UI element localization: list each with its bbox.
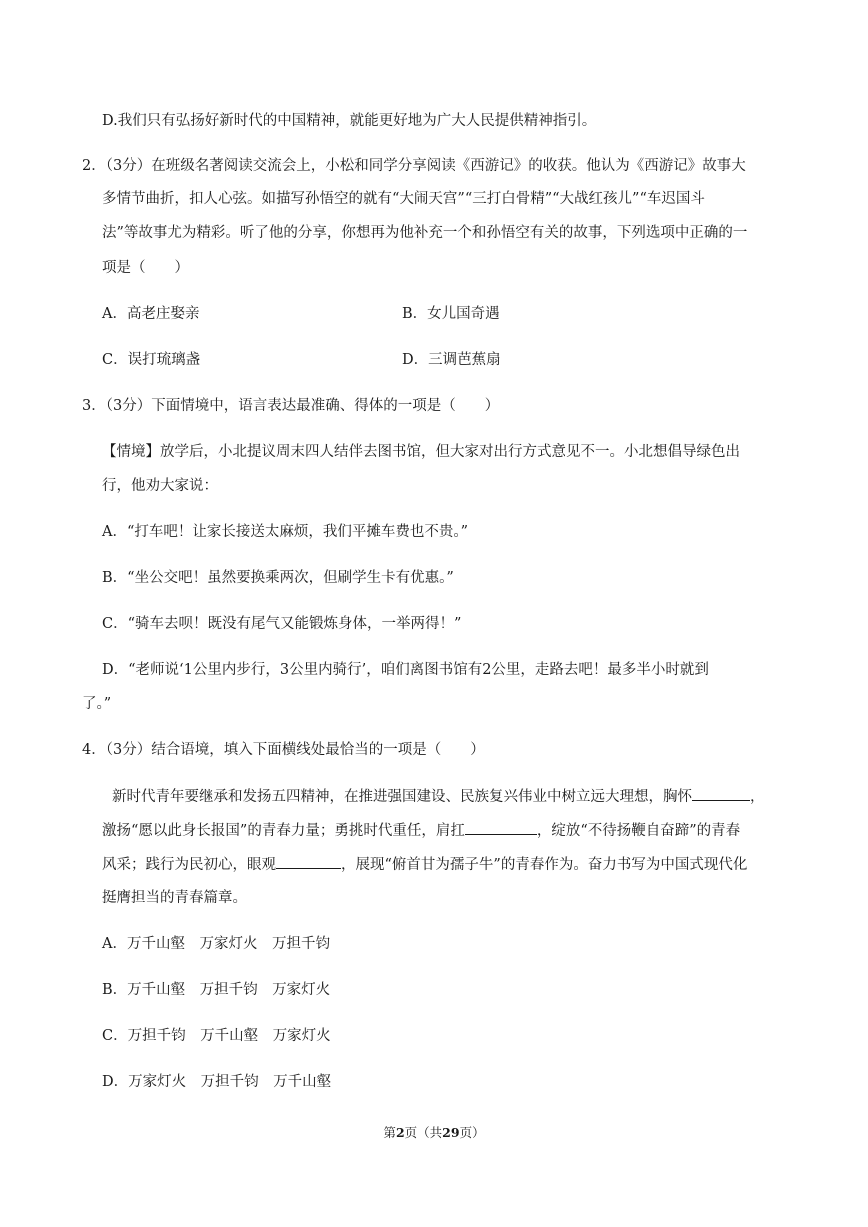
q2-stem-line2: 多情节曲折，扣人心弦。如描写孙悟空的就有“大闹天宫”“三打白骨精”“大战红孩儿”“车迟国斗 xyxy=(102,191,705,207)
fill-blank-2 xyxy=(465,820,537,835)
q2-stem-line3: 法”等故事尤为精彩。听了他的分享，你想再为他补充一个和孙悟空有关的故事，下列选项中正确的一 xyxy=(102,225,748,241)
footer-total-pages: 29 xyxy=(442,1125,460,1140)
q4-passage-line3-end: ，展现“俯首甘为孺子牛”的青春作为。奋力书写为中国式现代化 xyxy=(341,857,748,873)
footer-prefix: 第 xyxy=(383,1125,396,1140)
q3-option-a: A．“打车吧！让家长接送太麻烦，我们平摊车费也不贵。” xyxy=(102,524,469,540)
q3-option-d-line1: D．“老师说‘1公里内步行，3公里内骑行’，咱们离图书馆有2公里，走路去吧！最多半小时就到 xyxy=(102,662,709,678)
q2-option-b: B．女儿国奇遇 xyxy=(402,306,500,322)
q4-option-b: B．万千山壑 万担千钧 万家灯火 xyxy=(102,982,331,998)
footer-page-number: 2 xyxy=(395,1125,405,1140)
q4-option-a: A．万千山壑 万家灯火 万担千钧 xyxy=(102,936,330,952)
q2-stem-line1: 2．（3分）在班级名著阅读交流会上，小松和同学分享阅读《西游记》的收获。他认为《西游记》故事大 xyxy=(82,158,746,174)
q4-passage-line4: 挺膺担当的青春篇章。 xyxy=(102,890,247,906)
q4-option-d: D．万家灯火 万担千钧 万千山壑 xyxy=(102,1074,332,1090)
q3-option-b: B．“坐公交吧！虽然要换乘两次，但刷学生卡有优惠。” xyxy=(102,570,454,586)
q3-stem: 3．（3分）下面情境中，语言表达最准确、得体的一项是（ ） xyxy=(82,398,500,414)
fill-blank-3 xyxy=(276,854,341,869)
footer-suffix: 页） xyxy=(459,1125,485,1140)
q3-option-d-line2: 了。” xyxy=(82,696,112,712)
q2-option-c: C．误打琉璃盏 xyxy=(102,352,201,368)
q4-passage-line1-text: 新时代青年要继承和发扬五四精神，在推进强国建设、民族复兴伟业中树立远大理想，胸怀 xyxy=(112,789,692,805)
q4-passage-line3-text: 风采；践行为民初心，眼观 xyxy=(102,857,276,873)
q3-option-c: C．“骑车去呗！既没有尾气又能锻炼身体，一举两得！” xyxy=(102,616,462,632)
q1-option-d: D.我们只有弘扬好新时代的中国精神，就能更好地为广大人民提供精神指引。 xyxy=(102,113,597,129)
page-footer xyxy=(0,1124,868,1142)
q4-stem: 4．（3分）结合语境，填入下面横线处最恰当的一项是（ ） xyxy=(82,742,485,758)
q4-passage-line2-end: ，绽放“不待扬鞭自奋蹄”的青春 xyxy=(536,823,741,839)
q4-option-c: C．万担千钧 万千山壑 万家灯火 xyxy=(102,1028,331,1044)
q4-passage-line1 xyxy=(112,786,765,807)
footer-middle: 页（共 xyxy=(404,1125,443,1140)
q4-passage-line1-end: ， xyxy=(750,789,765,805)
q3-context-line2: 行，他劝大家说： xyxy=(102,478,218,494)
fill-blank-1 xyxy=(692,786,750,801)
q2-option-d: D．三调芭蕉扇 xyxy=(402,352,501,368)
q3-context-line1: 【情境】放学后，小北提议周末四人结伴去图书馆，但大家对出行方式意见不一。小北想倡导绿色出 xyxy=(102,444,740,460)
q4-passage-line2-text: 激扬“愿以此身长报国”的青春力量；勇挑时代重任，肩扛 xyxy=(102,823,465,839)
q2-option-a: A．高老庄娶亲 xyxy=(102,306,200,322)
q2-stem-line4: 项是（ ） xyxy=(102,260,189,276)
q4-passage-line3 xyxy=(102,854,747,875)
q4-passage-line2 xyxy=(102,820,740,841)
